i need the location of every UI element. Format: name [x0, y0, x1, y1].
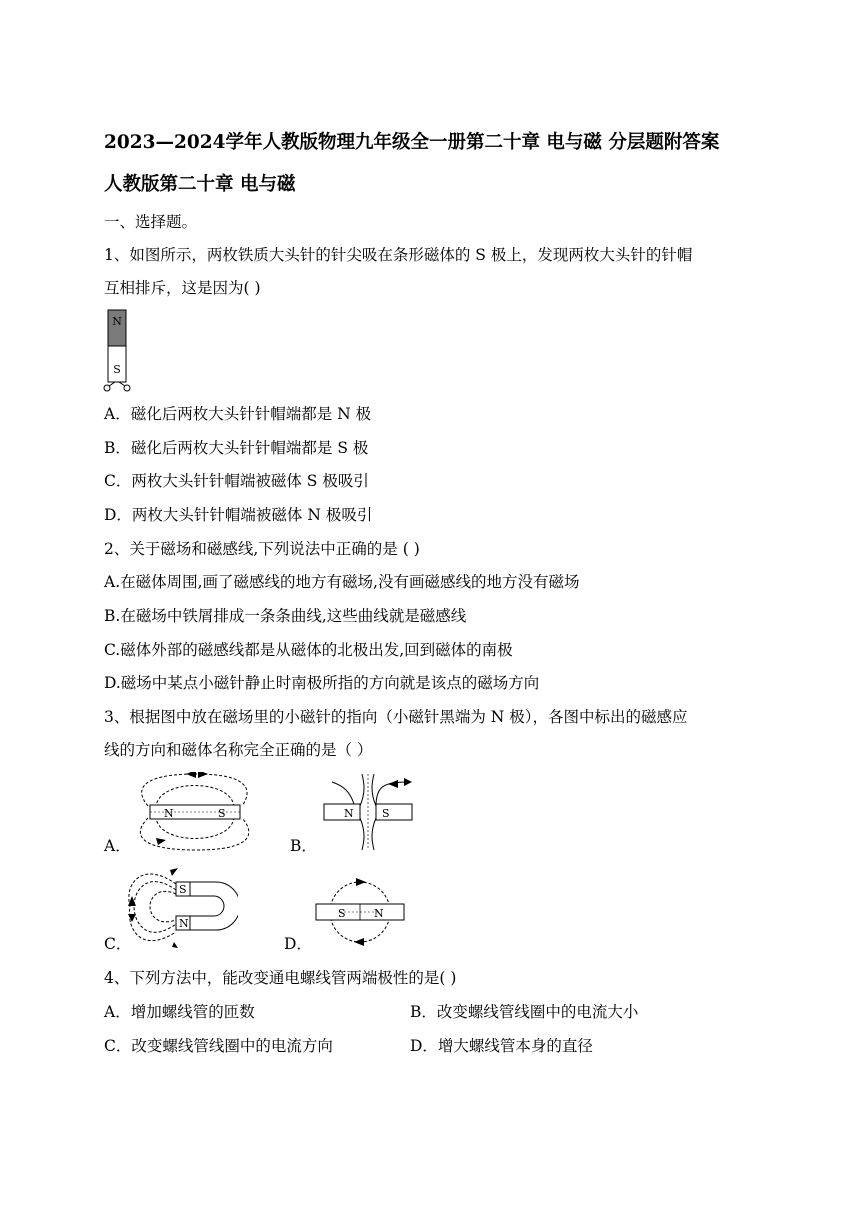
q3-fig-c-n-label: N [179, 917, 189, 930]
q4-option-a: A．增加螺线管的匝数 [104, 1003, 255, 1021]
q1-bar-magnet-figure [100, 306, 134, 392]
q2-option-d: D.磁场中某点小磁针静止时南极所指的方向就是该点的磁场方向 [104, 674, 540, 692]
section-heading: 一、选择题。 [104, 213, 198, 231]
q3-stem-line2: 线的方向和磁体名称完全正确的是（ ） [104, 741, 373, 759]
q3-label-d: D． [284, 935, 312, 953]
q3-figure-c [128, 862, 238, 952]
q4-option-c: C．改变螺线管线圈中的电流方向 [104, 1037, 333, 1055]
q3-stem-line1: 3、根据图中放在磁场里的小磁针的指向（小磁针黑端为 N 极），各图中标出的磁感应 [104, 708, 688, 726]
q1-magnet-n-label: N [112, 315, 122, 328]
q1-option-a: A．磁化后两枚大头针针帽端都是 N 极 [104, 405, 372, 423]
chapter-title: 人教版第二十章 电与磁 [104, 174, 296, 195]
q3-fig-b-n-label: N [344, 807, 354, 820]
q2-stem: 2、关于磁场和磁感线,下列说法中正确的是 ( ) [104, 540, 420, 558]
q3-label-a: A． [104, 837, 131, 855]
q3-label-c: C． [104, 935, 132, 953]
q3-fig-b-s-label: S [382, 807, 390, 820]
q2-option-b: B.在磁场中铁屑排成一条条曲线,这些曲线就是磁感线 [104, 607, 467, 625]
q1-stem-line1: 1、如图所示，两枚铁质大头针的针尖吸在条形磁体的 S 极上，发现两枚大头针的针帽 [104, 246, 693, 264]
q3-fig-d-s-label: S [338, 907, 346, 920]
q1-option-c: C．两枚大头针针帽端被磁体 S 极吸引 [104, 472, 369, 490]
q3-label-b: B． [290, 837, 317, 855]
q1-magnet-s-label: S [113, 363, 121, 376]
q3-fig-d-n-label: N [374, 907, 384, 920]
q3-fig-a-s-label: S [218, 807, 226, 820]
q2-option-a: A.在磁体周围,画了磁感线的地方有磁场,没有画磁感线的地方没有磁场 [104, 573, 580, 591]
q3-fig-a-n-label: N [164, 807, 174, 820]
q1-option-b: B．磁化后两枚大头针针帽端都是 S 极 [104, 439, 369, 457]
q1-stem-line2: 互相排斥，这是因为( ) [104, 279, 261, 297]
q3-figure-a [130, 772, 260, 852]
q3-figure-d [312, 872, 408, 952]
q4-option-d: D．增大螺线管本身的直径 [410, 1037, 593, 1055]
q2-option-c: C.磁体外部的磁感线都是从磁体的北极出发,回到磁体的南极 [104, 641, 513, 659]
q1-option-d: D．两枚大头针针帽端被磁体 N 极吸引 [104, 506, 373, 524]
q4-stem: 4、下列方法中，能改变通电螺线管两端极性的是( ) [104, 969, 457, 987]
document-title: 2023—2024学年人教版物理九年级全一册第二十章 电与磁 分层题附答案 [104, 132, 720, 153]
q4-option-b: B．改变螺线管线圈中的电流大小 [410, 1003, 639, 1021]
q3-fig-c-s-label: S [179, 883, 187, 896]
q3-figure-b [318, 772, 418, 852]
